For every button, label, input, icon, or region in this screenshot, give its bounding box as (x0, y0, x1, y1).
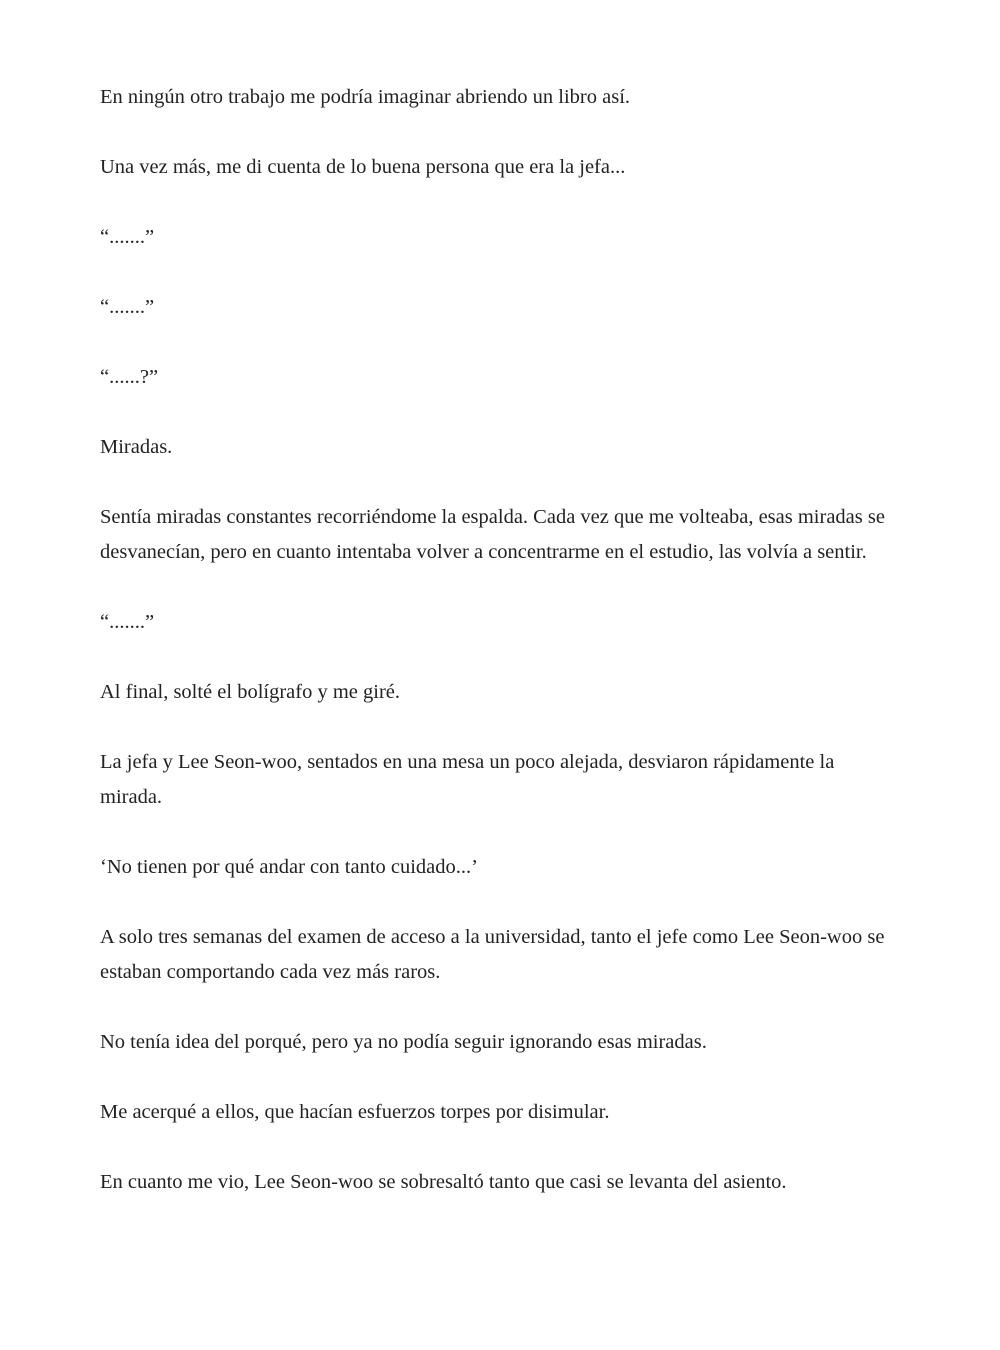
paragraph: Miradas. (100, 436, 173, 458)
paragraph: ‘No tienen por qué andar con tanto cuidado...’ (100, 856, 478, 878)
paragraph: Una vez más, me di cuenta de lo buena persona que era la jefa... (100, 156, 626, 178)
paragraph: “.......” (100, 226, 155, 248)
paragraph: La jefa y Lee Seon-woo, sentados en una mesa un poco alejada, desviaron rápidamente la mirada. (100, 751, 835, 808)
paragraph: “......?” (100, 366, 159, 388)
paragraph: En cuanto me vio, Lee Seon-woo se sobresaltó tanto que casi se levanta del asiento. (100, 1171, 787, 1193)
paragraph: A solo tres semanas del examen de acceso a la universidad, tanto el jefe como Lee Seon-woo se estaban comportando cada vez más raros. (100, 926, 885, 983)
paragraph: En ningún otro trabajo me podría imaginar abriendo un libro así. (100, 86, 631, 108)
paragraph: “.......” (100, 611, 155, 633)
paragraph: “.......” (100, 296, 155, 318)
paragraph: Al final, solté el bolígrafo y me giré. (100, 681, 401, 703)
paragraph: Sentía miradas constantes recorriéndome la espalda. Cada vez que me volteaba, esas miradas se desvanecían, pero en cuanto intentaba volver a concentrarme en el estudio, las volvía a sentir. (100, 506, 885, 563)
paragraph: No tenía idea del porqué, pero ya no podía seguir ignorando esas miradas. (100, 1031, 707, 1053)
document-body (100, 80, 900, 1235)
paragraph: Me acerqué a ellos, que hacían esfuerzos torpes por disimular. (100, 1101, 610, 1123)
